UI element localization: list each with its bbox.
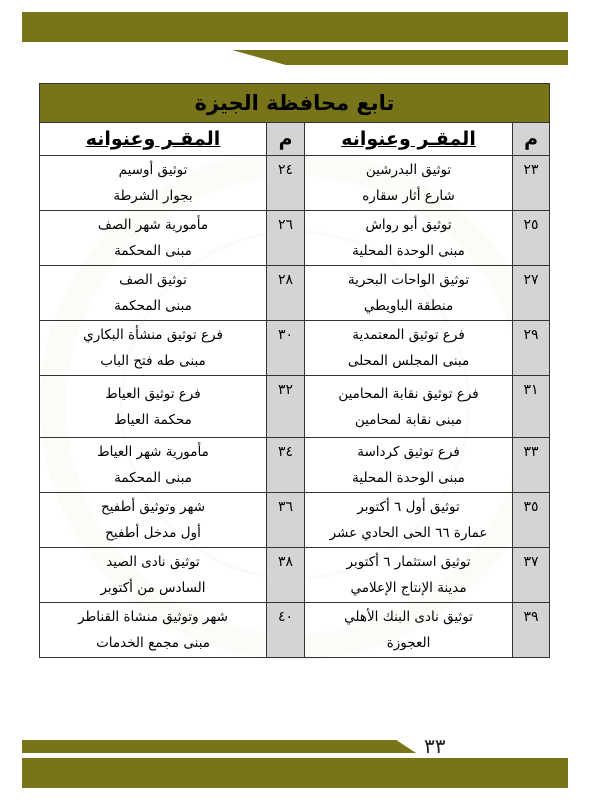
table-row <box>40 548 550 603</box>
office-address: محكمة العياط <box>114 411 192 428</box>
office-address: مبنى الوحدة المحلية <box>352 243 465 259</box>
table-row <box>40 266 550 321</box>
right-entry <box>305 438 513 493</box>
office-name: شهر وتوثيق منشاة القناطر <box>78 609 228 625</box>
office-name: مأمورية شهر العياط <box>97 444 209 460</box>
table-row <box>40 438 550 493</box>
left-entry <box>40 266 267 321</box>
office-address: مبنى نقابة لمحامين <box>354 411 463 428</box>
right-entry-number: ٣٣ <box>513 438 550 493</box>
right-entry-number: ٣٩ <box>513 603 550 658</box>
office-address: أول مدخل أطفيح <box>105 525 201 541</box>
right-entry-number: ٣٥ <box>513 493 550 548</box>
left-entry <box>40 548 267 603</box>
office-address: مدينة الإنتاج الإعلامي <box>350 580 467 596</box>
left-entry <box>40 493 267 548</box>
office-address: مبنى مجمع الخدمات <box>96 635 210 651</box>
right-entry-number: ٢٩ <box>513 321 550 376</box>
right-entry <box>305 266 513 321</box>
office-address: مبنى المجلس المحلى <box>347 353 470 369</box>
right-entry-number: ٣٧ <box>513 548 550 603</box>
page-title: تابع محافظة الجيزة <box>40 84 550 123</box>
left-entry-number: ٢٨ <box>267 266 305 321</box>
right-entry <box>305 156 513 211</box>
table-body <box>40 156 550 658</box>
bottom-decorative-band <box>22 758 568 788</box>
table-row <box>40 493 550 548</box>
table-row <box>40 156 550 211</box>
office-name: مأمورية شهر الصف <box>97 217 209 233</box>
left-entry-number: ٣٢ <box>267 376 305 438</box>
left-entry <box>40 211 267 266</box>
bottom-decorative-stripe <box>22 740 416 753</box>
page-number: ٣٣ <box>424 734 446 758</box>
top-decorative-stripe <box>232 50 568 65</box>
office-name: فرع توثيق المعتمدية <box>352 327 465 343</box>
left-entry-number: ٢٦ <box>267 211 305 266</box>
left-entry <box>40 603 267 658</box>
office-name: فرع توثيق العياط <box>105 385 201 402</box>
office-address: بجوار الشرطة <box>113 188 193 204</box>
office-address: شارع أثار سقاره <box>362 188 455 204</box>
office-address: مبنى المحكمة <box>114 470 192 486</box>
office-address: السادس من أكتوبر <box>100 580 206 596</box>
right-entry-number: ٢٣ <box>513 156 550 211</box>
left-entry <box>40 376 267 438</box>
table-row <box>40 321 550 376</box>
top-decorative-band <box>22 12 568 42</box>
header-office-address-right: المقـر وعنوانه <box>305 123 513 156</box>
office-name: توثيق أبو رواش <box>365 217 452 233</box>
office-name: توثيق الصف <box>119 272 187 288</box>
table-row <box>40 211 550 266</box>
office-address: العجوزة <box>386 635 431 651</box>
office-address: عمارة ٦٦ الحى الحادي عشر <box>329 525 488 541</box>
table-row <box>40 603 550 658</box>
left-entry-number: ٤٠ <box>267 603 305 658</box>
right-entry <box>305 493 513 548</box>
office-name: توثيق استثمار ٦ أكتوبر <box>346 554 471 570</box>
office-address: مبنى المحكمة <box>114 243 192 259</box>
right-entry <box>305 211 513 266</box>
header-office-address-left: المقـر وعنوانه <box>40 123 267 156</box>
left-entry <box>40 438 267 493</box>
right-entry <box>305 376 513 438</box>
left-entry-number: ٢٤ <box>267 156 305 211</box>
office-name: توثيق البدرشين <box>365 162 452 178</box>
right-entry <box>305 548 513 603</box>
office-name: توثيق أول ٦ أكتوبر <box>357 499 460 515</box>
left-entry-number: ٣٠ <box>267 321 305 376</box>
left-entry <box>40 321 267 376</box>
header-number-right: م <box>513 123 550 156</box>
left-entry-number: ٣٤ <box>267 438 305 493</box>
office-address: مبنى الوحدة المحلية <box>352 470 465 486</box>
office-name: توثيق نادى الصيد <box>106 554 200 570</box>
right-entry-number: ٣١ <box>513 376 550 438</box>
office-address: منطقة الباويطي <box>363 298 454 314</box>
office-address: مبنى المحكمة <box>114 298 192 314</box>
right-entry <box>305 603 513 658</box>
office-name: توثيق نادى البنك الأهلي <box>344 609 473 625</box>
office-address: مبنى طه فتح الباب <box>100 353 206 369</box>
office-name: فرع توثيق نقابة المحامين <box>338 385 479 402</box>
left-entry-number: ٣٦ <box>267 493 305 548</box>
right-entry <box>305 321 513 376</box>
office-name: فرع توثيق منشأة البكاري <box>83 327 223 343</box>
office-name: توثيق الواحات البحرية <box>347 272 470 288</box>
right-entry-number: ٢٧ <box>513 266 550 321</box>
offices-table <box>39 83 550 658</box>
right-entry-number: ٢٥ <box>513 211 550 266</box>
office-name: شهر وتوثيق أطفيح <box>101 499 206 515</box>
header-number-left: م <box>267 123 305 156</box>
office-name: توثيق أوسيم <box>118 162 188 178</box>
left-entry-number: ٣٨ <box>267 548 305 603</box>
left-entry <box>40 156 267 211</box>
office-name: فرع توثيق كرداسة <box>357 444 460 460</box>
table-row <box>40 376 550 438</box>
